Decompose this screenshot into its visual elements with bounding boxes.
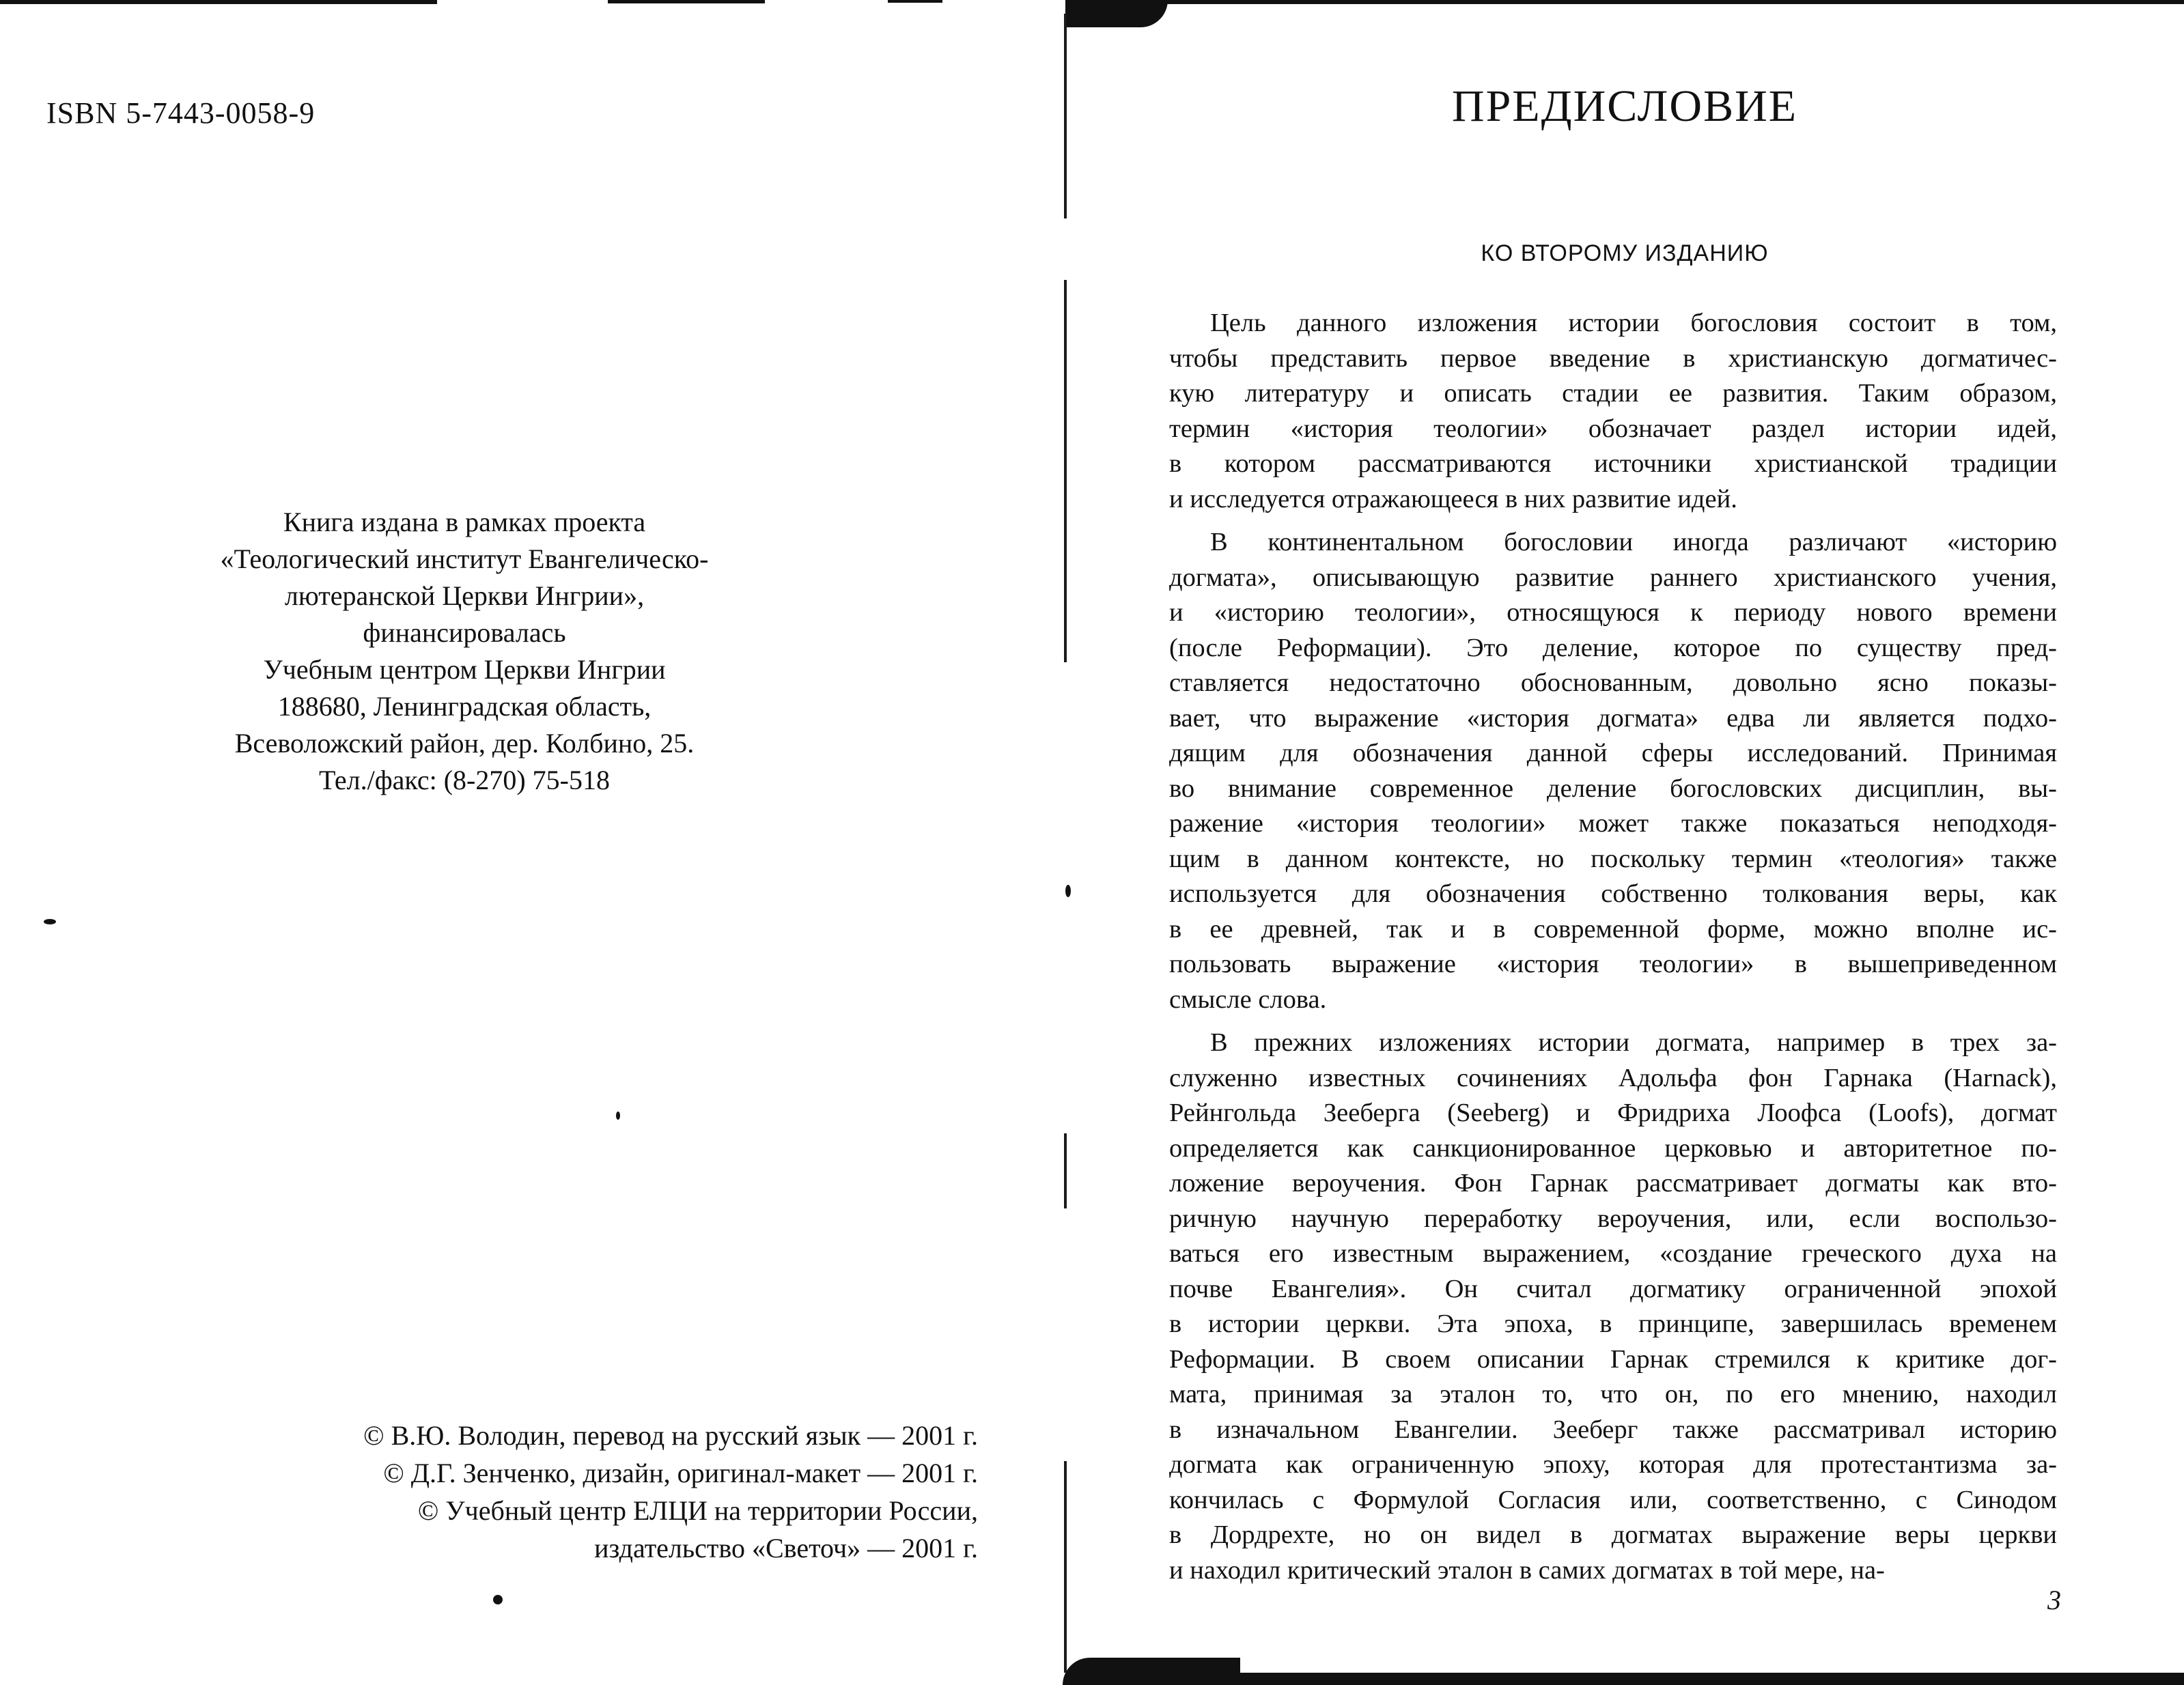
page-number: 3: [2047, 1585, 2061, 1615]
text-line: в истории церкви. Эта эпоха, в принципе, завершилась временем: [1169, 1309, 2057, 1338]
text-line: во внимание современное деление богословских дисциплин, вы-: [1169, 774, 2057, 803]
text-line: в изначальном Евангелии. Зееберг также рассматривал историю: [1169, 1415, 2057, 1444]
text-line: мата, принимая за эталон то, что он, по его мнению, находил: [1169, 1380, 2057, 1408]
body-text: [1169, 306, 2057, 1588]
paragraph: [1169, 1025, 2057, 1588]
text-line: в котором рассматриваются источники христианской традиции: [1169, 449, 2057, 478]
text-line: ричную научную переработку вероучения, или, если воспользо-: [1169, 1204, 2057, 1233]
right-page: [1065, 0, 2184, 1685]
text-line: вает, что выражение «история догмата» едва ли является подхо-: [1169, 703, 2057, 733]
imprint-line: лютеранской Церкви Ингрии»,: [284, 580, 645, 611]
text-line: ваться его известным выражением, «создание греческого духа на: [1169, 1239, 2057, 1268]
text-line: догмата», описывающую развитие раннего христианского учения,: [1169, 563, 2057, 592]
isbn-label: ISBN 5-7443-0058-9: [46, 96, 316, 130]
text-line: догмата как ограниченную эпоху, которая для протестантизма за-: [1169, 1450, 2057, 1479]
left-page: [0, 0, 1065, 1685]
chapter-subtitle: КО ВТОРОМУ ИЗДАНИЮ: [1481, 240, 1769, 266]
imprint-line: финансировалась: [363, 617, 566, 648]
text-line: почве Евангелия». Он считал догматику ограниченной эпохой: [1169, 1274, 2057, 1303]
copyright-line: © Д.Г. Зенченко, дизайн, оригинал-макет — 2001 г.: [383, 1458, 978, 1488]
text-line: смысле слова.: [1169, 985, 1327, 1014]
paragraph: [1169, 306, 2057, 517]
imprint-block: [164, 504, 765, 799]
chapter-title: ПРЕДИСЛОВИЕ: [1451, 81, 1798, 131]
text-line: Рейнгольда Зееберга (Seeberg) и Фридриха Лоофса (Loofs), догмат: [1169, 1099, 2057, 1127]
imprint-line: «Теологический институт Евангелическо-: [220, 543, 709, 574]
text-line: ложение вероучения. Фон Гарнак рассматривает догматы как вто-: [1169, 1169, 2057, 1198]
text-line: В континентальном богословии иногда различают «историю: [1210, 528, 2057, 556]
text-line: щим в данном контексте, но поскольку термин «теология» также: [1169, 844, 2057, 873]
text-line: в ее древней, так и в современной форме, можно вполне ис-: [1169, 914, 2057, 944]
text-line: ражение «история теологии» может также показаться неподходя-: [1169, 809, 2057, 838]
copyright-line: © В.Ю. Володин, перевод на русский язык — 2001 г.: [363, 1420, 978, 1451]
paragraph: [1169, 525, 2057, 1017]
text-line: Цель данного изложения истории богословия состоит в том,: [1210, 309, 2057, 337]
text-line: В прежних изложениях истории догмата, например в трех за-: [1210, 1028, 2057, 1057]
text-line: дящим для обозначения данной сферы исследований. Принимая: [1169, 739, 2057, 767]
text-line: служенно известных сочинениях Адольфа фон Гарнака (Harnack),: [1169, 1063, 2057, 1092]
text-line: ставляется недостаточно обоснованным, довольно ясно показы-: [1169, 668, 2057, 697]
text-line: (после Реформации). Это деление, которое по существу пред-: [1169, 633, 2057, 662]
imprint-line: Книга издана в рамках проекта: [283, 507, 646, 537]
imprint-line: 188680, Ленинградская область,: [277, 691, 652, 722]
text-line: и находил критический эталон в самих догматах в той мере, на-: [1169, 1555, 1885, 1585]
text-line: пользовать выражение «история теологии» в вышеприведенном: [1169, 950, 2057, 978]
text-line: кую литературу и описать стадии ее развития. Таким образом,: [1169, 379, 2057, 408]
text-line: в Дордрехте, но он видел в догматах выражение веры церкви: [1169, 1520, 2057, 1549]
text-line: определяется как санкционированное церковью и авторитетное по-: [1169, 1133, 2057, 1163]
copyright-line: издательство «Светоч» — 2001 г.: [594, 1533, 978, 1563]
imprint-line: Тел./факс: (8-270) 75-518: [319, 765, 610, 795]
text-line: и исследуется отражающееся в них развитие идей.: [1169, 484, 1737, 513]
text-line: чтобы представить первое введение в христианскую догматичес-: [1169, 343, 2057, 373]
text-line: кончилась с Формулой Согласия или, соответственно, с Синодом: [1169, 1485, 2057, 1514]
imprint-line: Всеволожский район, дер. Колбино, 25.: [234, 728, 695, 759]
text-line: термин «история теологии» обозначает раздел истории идей,: [1169, 414, 2057, 443]
text-line: и «историю теологии», относящуюся к периоду нового времени: [1169, 598, 2057, 627]
copyright-block: [363, 1417, 978, 1567]
imprint-line: Учебным центром Церкви Ингрии: [263, 654, 666, 685]
text-line: используется для обозначения собственно толкования веры, как: [1169, 879, 2057, 908]
text-line: Реформации. В своем описании Гарнак стремился к критике дог-: [1169, 1344, 2057, 1374]
copyright-line: © Учебный центр ЕЛЦИ на территории России,: [417, 1495, 978, 1526]
